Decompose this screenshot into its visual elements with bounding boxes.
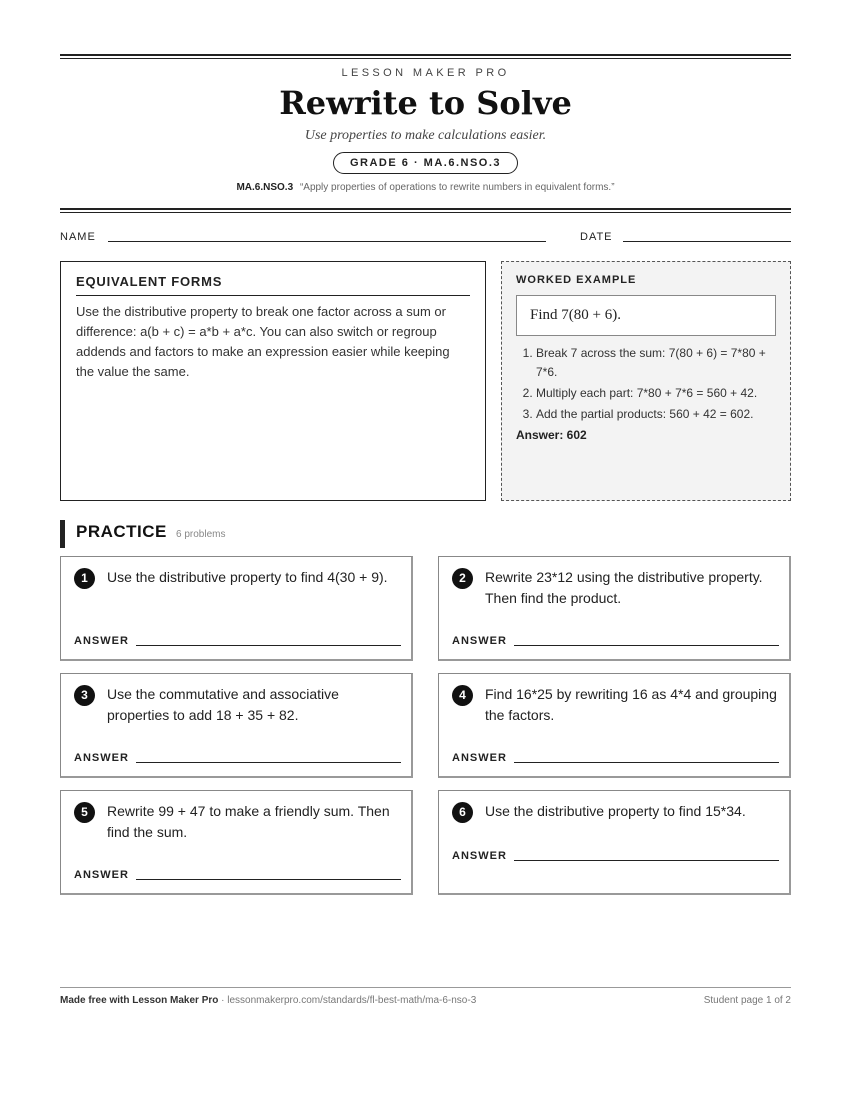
problem-text: Use the commutative and associative properties to add 18 + 35 + 82. [107, 686, 339, 723]
standard-code: MA.6.NSO.3 [236, 182, 294, 193]
worked-example-step: 1. Break 7 across the sum: 7(80 + 6) = 7*80 + 7*6. [536, 344, 776, 382]
problem-number-badge: 3 [74, 685, 95, 706]
problem-number-badge: 6 [452, 802, 473, 823]
answer-label: ANSWER [452, 850, 507, 862]
worksheet-page [60, 0, 791, 1100]
answer-field-1[interactable] [136, 645, 401, 646]
problem-card-1 [60, 556, 413, 661]
problem-number-badge: 5 [74, 802, 95, 823]
footer-page-number: Student page 1 of 2 [703, 995, 791, 1006]
answer-field-2[interactable] [514, 645, 779, 646]
answer-label: ANSWER [452, 635, 507, 647]
page-title: Rewrite to Solve [279, 84, 572, 122]
header-bottom-double-rule [60, 208, 791, 213]
problem-card-4 [438, 673, 791, 778]
grade-standard-badge: GRADE 6 · MA.6.NSO.3 [333, 152, 518, 174]
footer-credit [60, 995, 476, 1006]
answer-label: ANSWER [74, 869, 129, 881]
equivalent-forms-box [60, 261, 486, 501]
equivalent-forms-heading: EQUIVALENT FORMS [76, 274, 470, 296]
problem-number-badge: 1 [74, 568, 95, 589]
answer-label: ANSWER [452, 752, 507, 764]
standard-statement [60, 182, 791, 193]
answer-label: ANSWER [74, 635, 129, 647]
answer-field-5[interactable] [136, 879, 401, 880]
problem-text: Rewrite 23*12 using the distributive property. Then find the product. [485, 569, 763, 606]
problem-text: Use the distributive property to find 4(30 + 9). [107, 569, 388, 585]
answer-field-4[interactable] [514, 762, 779, 763]
brand-name: LESSON MAKER PRO [341, 67, 510, 79]
equivalent-forms-body: Use the distributive property to break one factor across a sum or difference: a(b + c) = a*b + a*c. You can also switch or regroup addends and factors to make an expression easier while keeping the value the same. [76, 304, 450, 379]
answer-field-3[interactable] [136, 762, 401, 763]
worked-example-steps [516, 344, 776, 424]
page-subtitle: Use properties to make calculations easier. [304, 128, 547, 143]
worked-example-step: 2. Multiply each part: 7*80 + 7*6 = 560 + 42. [536, 384, 776, 403]
footer-rule [60, 987, 791, 988]
answer-label: ANSWER [74, 752, 129, 764]
name-label: NAME [60, 231, 96, 243]
practice-title: PRACTICE [76, 522, 167, 541]
name-field[interactable] [108, 241, 546, 242]
problem-card-3 [60, 673, 413, 778]
answer-field-6[interactable] [514, 860, 779, 861]
date-label: DATE [580, 231, 613, 243]
practice-count: 6 problems [176, 529, 226, 540]
problem-card-2 [438, 556, 791, 661]
problem-card-5 [60, 790, 413, 895]
worked-example-step: 3. Add the partial products: 560 + 42 = 602. [536, 405, 776, 424]
footer-made-with: Made free with Lesson Maker Pro [60, 995, 219, 1006]
date-field[interactable] [623, 241, 791, 242]
problem-number-badge: 2 [452, 568, 473, 589]
footer-url[interactable]: · lessonmakerpro.com/standards/fl-best-math/ma-6-nso-3 [218, 995, 477, 1006]
worked-example-problem: Find 7(80 + 6). [516, 295, 776, 336]
problem-number-badge: 4 [452, 685, 473, 706]
practice-accent-bar [60, 520, 65, 548]
worked-example-box [501, 261, 791, 501]
standard-text: “Apply properties of operations to rewrite numbers in equivalent forms.” [299, 182, 615, 193]
badge-wrap [60, 152, 791, 174]
problem-text: Rewrite 99 + 47 to make a friendly sum. Then find the sum. [107, 803, 390, 840]
problem-card-6 [438, 790, 791, 895]
worked-example-heading: WORKED EXAMPLE [516, 274, 637, 286]
problem-text: Use the distributive property to find 15*34. [485, 803, 746, 819]
worked-example-answer: Answer: 602 [516, 428, 587, 442]
top-double-rule [60, 54, 791, 59]
problem-text: Find 16*25 by rewriting 16 as 4*4 and grouping the factors. [485, 686, 777, 723]
